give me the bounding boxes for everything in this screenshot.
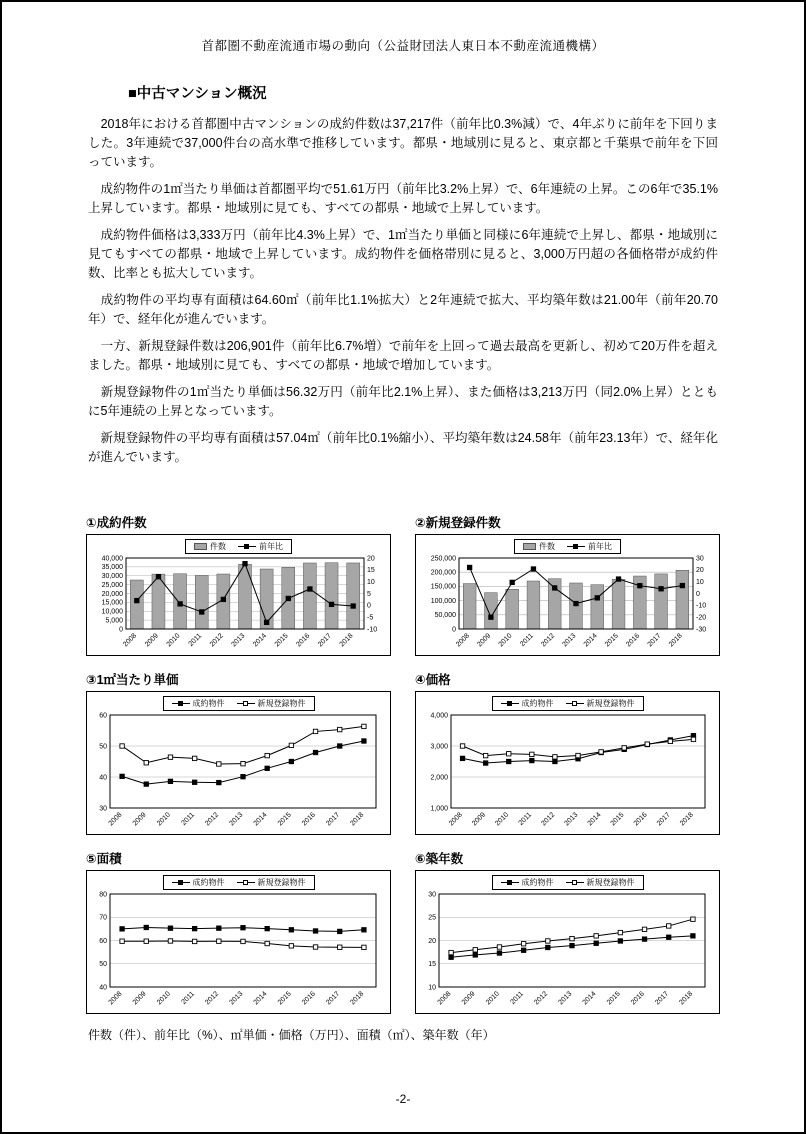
svg-text:2008: 2008 <box>107 990 124 1007</box>
svg-text:2011: 2011 <box>508 990 525 1007</box>
legend-item <box>566 877 635 888</box>
svg-text:2018: 2018 <box>677 990 694 1007</box>
legend-label: 新規登録物件 <box>257 878 306 887</box>
x-axis-labels <box>107 990 365 1006</box>
chart-canvas <box>86 534 391 656</box>
paragraph-contract-count: 2018年における首都圏中古マンションの成約件数は37,217件（前年比0.3%減）で、4年ぶりに前年を下回りました。3年連続で37,000件台の高水準で推移しています。都県・地域別に見ると、東京都と千葉県で前年を下回っています。 <box>88 117 718 169</box>
svg-text:2012: 2012 <box>208 632 225 649</box>
legend-label: 前年比 <box>259 542 283 551</box>
svg-text:20: 20 <box>366 555 375 563</box>
chart-legend <box>185 539 292 554</box>
line-series <box>119 925 365 933</box>
svg-text:80: 80 <box>98 891 107 899</box>
svg-text:2013: 2013 <box>227 811 244 828</box>
svg-text:4,000: 4,000 <box>429 712 448 720</box>
svg-text:0: 0 <box>451 626 456 634</box>
chart-title: ③1㎡当たり単価 <box>86 673 179 687</box>
svg-text:2009: 2009 <box>470 811 487 828</box>
charts-grid <box>86 513 720 1014</box>
legend-label: 成約物件 <box>521 699 554 708</box>
filled-square-line-marker-icon <box>172 879 190 887</box>
svg-text:2014: 2014 <box>251 632 268 649</box>
left-axis-labels <box>430 555 455 633</box>
svg-text:25,000: 25,000 <box>101 581 123 589</box>
document-header-title: 首都圏不動産流通市場の動向（公益財団法人東日本不動産流通機構） <box>201 39 605 53</box>
svg-text:2015: 2015 <box>609 811 626 828</box>
chart-canvas <box>86 870 391 1014</box>
svg-text:5: 5 <box>366 590 371 598</box>
svg-text:2016: 2016 <box>300 811 317 828</box>
svg-text:2012: 2012 <box>203 990 220 1007</box>
svg-text:2008: 2008 <box>436 990 453 1007</box>
chart-area <box>86 849 391 1014</box>
svg-text:30: 30 <box>98 805 107 813</box>
chart-plot <box>421 712 715 834</box>
paragraph-unit-price: 成約物件の1㎡当たり単価は首都圏平均で51.61万円（前年比3.2%上昇）で、6年連続の上昇。この6年で35.1%上昇しています。都県・地域別に見ても、すべての都県・地域で上昇しています。 <box>88 182 718 215</box>
legend-item <box>237 877 306 888</box>
chart-plot <box>421 555 715 655</box>
chart-canvas <box>415 691 720 835</box>
svg-text:-10: -10 <box>366 626 377 634</box>
open-square-line-marker-icon <box>237 879 255 887</box>
bar-series <box>130 563 359 629</box>
legend-label: 件数 <box>539 542 555 551</box>
page-number: -2- <box>395 1092 411 1106</box>
svg-text:25: 25 <box>427 914 436 922</box>
legend-item <box>238 541 283 552</box>
chart-price <box>415 670 720 835</box>
left-axis-labels <box>99 712 107 812</box>
svg-text:2014: 2014 <box>252 811 269 828</box>
chart-legend <box>163 875 315 890</box>
svg-text:30,000: 30,000 <box>101 573 123 581</box>
svg-text:2014: 2014 <box>581 990 598 1007</box>
svg-text:150,000: 150,000 <box>430 583 456 591</box>
svg-text:40: 40 <box>98 774 107 782</box>
svg-text:2017: 2017 <box>655 811 672 828</box>
svg-text:2012: 2012 <box>203 811 220 828</box>
svg-text:2013: 2013 <box>229 632 246 649</box>
svg-text:2011: 2011 <box>179 990 196 1007</box>
svg-text:2013: 2013 <box>562 811 579 828</box>
filled-square-line-marker-icon <box>172 700 190 708</box>
chart-contract-count <box>86 513 391 656</box>
svg-text:2010: 2010 <box>484 990 501 1007</box>
svg-text:50,000: 50,000 <box>434 612 456 620</box>
chart-legend <box>163 696 315 711</box>
svg-text:2014: 2014 <box>582 632 599 649</box>
svg-text:2016: 2016 <box>632 811 649 828</box>
svg-text:2010: 2010 <box>155 811 172 828</box>
chart-legend <box>492 696 644 711</box>
chart-canvas <box>415 870 720 1014</box>
bar-swatch-icon <box>523 543 536 550</box>
chart-legend <box>492 875 644 890</box>
left-axis-labels <box>99 891 107 991</box>
legend-label: 新規登録物件 <box>257 699 306 708</box>
svg-text:60: 60 <box>98 712 107 720</box>
svg-text:2010: 2010 <box>155 990 172 1007</box>
legend-label: 成約物件 <box>192 878 225 887</box>
svg-text:2008: 2008 <box>121 632 138 649</box>
svg-text:-20: -20 <box>695 614 706 622</box>
svg-text:2012: 2012 <box>539 811 556 828</box>
svg-text:2009: 2009 <box>131 990 148 1007</box>
svg-text:2008: 2008 <box>447 811 464 828</box>
legend-label: 新規登録物件 <box>586 878 635 887</box>
svg-text:2018: 2018 <box>348 990 365 1007</box>
svg-text:2011: 2011 <box>517 811 533 828</box>
svg-text:0: 0 <box>695 590 700 598</box>
legend-label: 新規登録物件 <box>586 699 635 708</box>
line-series <box>119 724 365 766</box>
bar-swatch-icon <box>194 543 207 550</box>
svg-text:2018: 2018 <box>678 811 695 828</box>
svg-text:2016: 2016 <box>300 990 317 1007</box>
svg-text:2010: 2010 <box>493 811 510 828</box>
chart-plot <box>92 891 386 1013</box>
svg-text:30: 30 <box>695 555 704 563</box>
paragraph-new-unit-price: 新規登録物件の1㎡当たり単価は56.32万円（前年比2.1%上昇）、また価格は3,213万円（同2.0%上昇）とともに5年連続の上昇となっています。 <box>88 385 718 418</box>
svg-text:20: 20 <box>427 937 436 945</box>
svg-text:3,000: 3,000 <box>429 743 448 751</box>
svg-text:10,000: 10,000 <box>101 608 123 616</box>
x-axis-labels <box>122 632 354 648</box>
svg-text:2009: 2009 <box>143 632 160 649</box>
legend-item <box>172 698 225 709</box>
legend-item <box>523 541 555 552</box>
chart-new-listings <box>415 513 720 656</box>
svg-text:-30: -30 <box>695 626 706 634</box>
svg-text:2014: 2014 <box>586 811 603 828</box>
chart-canvas <box>86 691 391 835</box>
chart-title: ④価格 <box>415 673 451 687</box>
svg-text:2009: 2009 <box>475 632 492 649</box>
svg-text:200,000: 200,000 <box>430 569 456 577</box>
svg-text:2015: 2015 <box>276 990 293 1007</box>
svg-text:2,000: 2,000 <box>429 774 448 782</box>
x-axis-labels <box>107 811 365 827</box>
legend-item <box>172 877 225 888</box>
svg-text:100,000: 100,000 <box>430 597 456 605</box>
filled-square-line-marker-icon <box>238 543 256 551</box>
svg-text:2015: 2015 <box>605 990 622 1007</box>
svg-text:1,000: 1,000 <box>429 805 448 813</box>
section-heading: ■中古マンション概況 <box>128 86 267 102</box>
svg-text:15: 15 <box>427 961 436 969</box>
svg-text:2017: 2017 <box>316 632 333 649</box>
paragraph-new-listings: 一方、新規登録件数は206,901件（前年比6.7%増）で前年を上回って過去最高を更新し、初めて20万件を超えました。都県・地域別に見ても、すべての都県・地域で増加しています。 <box>88 339 718 372</box>
legend-label: 前年比 <box>588 542 612 551</box>
svg-text:2010: 2010 <box>165 632 182 649</box>
right-axis-labels <box>367 555 377 633</box>
svg-text:5,000: 5,000 <box>104 617 123 625</box>
svg-text:2017: 2017 <box>324 990 341 1007</box>
legend-item <box>194 541 226 552</box>
filled-square-line-marker-icon <box>501 879 519 887</box>
svg-text:50: 50 <box>98 961 107 969</box>
units-note: 件数（件）、前年比（%）、㎡単価・価格（万円）、面積（㎡）、築年数（年） <box>88 1028 495 1042</box>
svg-text:10: 10 <box>427 984 436 992</box>
svg-text:40,000: 40,000 <box>101 555 123 563</box>
svg-text:60: 60 <box>98 937 107 945</box>
svg-text:2012: 2012 <box>539 632 556 649</box>
x-axis-labels <box>436 990 694 1006</box>
left-axis-labels <box>101 555 123 633</box>
svg-text:2018: 2018 <box>338 632 355 649</box>
chart-title: ②新規登録件数 <box>415 516 501 530</box>
svg-text:2016: 2016 <box>294 632 311 649</box>
chart-canvas <box>415 534 720 656</box>
chart-legend <box>514 539 621 554</box>
svg-text:2018: 2018 <box>667 632 684 649</box>
open-square-line-marker-icon <box>566 700 584 708</box>
chart-building-age <box>415 849 720 1014</box>
legend-item <box>566 698 635 709</box>
svg-text:20,000: 20,000 <box>101 590 123 598</box>
svg-text:2009: 2009 <box>460 990 477 1007</box>
svg-text:250,000: 250,000 <box>430 555 456 563</box>
chart-title: ⑥築年数 <box>415 852 464 866</box>
svg-text:2018: 2018 <box>348 811 365 828</box>
svg-text:2008: 2008 <box>454 632 471 649</box>
open-square-line-marker-icon <box>237 700 255 708</box>
svg-text:2017: 2017 <box>646 632 663 649</box>
svg-text:70: 70 <box>98 914 107 922</box>
svg-text:2009: 2009 <box>131 811 148 828</box>
line-series <box>448 917 694 955</box>
svg-text:35,000: 35,000 <box>101 564 123 572</box>
chart-plot <box>92 712 386 834</box>
svg-text:30: 30 <box>427 891 436 899</box>
chart-plot <box>92 555 386 655</box>
svg-text:20: 20 <box>695 567 704 575</box>
svg-text:2013: 2013 <box>227 990 244 1007</box>
svg-text:-5: -5 <box>366 614 373 622</box>
legend-item <box>237 698 306 709</box>
svg-text:2008: 2008 <box>107 811 124 828</box>
svg-text:15: 15 <box>366 567 375 575</box>
svg-text:50: 50 <box>98 743 107 751</box>
svg-text:2017: 2017 <box>653 990 670 1007</box>
svg-text:2011: 2011 <box>518 632 535 649</box>
chart-plot <box>421 891 715 1013</box>
svg-text:2015: 2015 <box>276 811 293 828</box>
svg-text:10: 10 <box>695 578 704 586</box>
legend-label: 成約物件 <box>192 699 225 708</box>
x-axis-labels <box>447 811 694 827</box>
body-text <box>88 115 718 467</box>
svg-text:2016: 2016 <box>629 990 646 1007</box>
svg-text:2012: 2012 <box>532 990 549 1007</box>
chart-unit-price <box>86 670 391 835</box>
left-axis-labels <box>428 891 436 991</box>
line-series <box>460 733 695 765</box>
open-square-line-marker-icon <box>566 879 584 887</box>
svg-text:15,000: 15,000 <box>101 599 123 607</box>
paragraph-price: 成約物件価格は3,333万円（前年比4.3%上昇）で、1㎡当たり単価と同様に6年連続で上昇し、都県・地域別に見てもすべての都県・地域で上昇しています。成約物件を価格帯別に見ると、3,000万円超の各価格帯が成約件数、比率とも拡大しています。 <box>88 228 718 280</box>
svg-text:2015: 2015 <box>603 632 620 649</box>
svg-text:10: 10 <box>366 578 375 586</box>
legend-label: 成約物件 <box>521 878 554 887</box>
line-series <box>460 737 695 759</box>
svg-text:2011: 2011 <box>187 632 203 649</box>
gridlines <box>451 715 705 808</box>
left-axis-labels <box>430 712 448 812</box>
legend-item <box>567 541 612 552</box>
right-axis-labels <box>696 555 706 633</box>
svg-text:2015: 2015 <box>273 632 290 649</box>
svg-text:2014: 2014 <box>252 990 269 1007</box>
chart-title: ①成約件数 <box>86 516 147 530</box>
paragraph-new-area-age: 新規登録物件の平均専有面積は57.04㎡（前年比0.1%縮小）、平均築年数は24.58年（前年23.13年）で、経年化が進んでいます。 <box>88 431 718 464</box>
legend-label: 件数 <box>210 542 226 551</box>
chart-title: ⑤面積 <box>86 852 122 866</box>
paragraph-area-age: 成約物件の平均専有面積は64.60㎡（前年比1.1%拡大）と2年連続で拡大、平均築年数は21.00年（前年20.70年）で、経年化が進んでいます。 <box>88 293 718 326</box>
filled-square-line-marker-icon <box>501 700 519 708</box>
svg-text:0: 0 <box>118 626 123 634</box>
svg-text:2011: 2011 <box>179 811 196 828</box>
svg-text:2016: 2016 <box>624 632 641 649</box>
svg-text:2017: 2017 <box>324 811 341 828</box>
svg-text:40: 40 <box>98 984 107 992</box>
svg-text:2010: 2010 <box>497 632 514 649</box>
x-axis-labels <box>455 632 684 648</box>
filled-square-line-marker-icon <box>567 543 585 551</box>
legend-item <box>501 698 554 709</box>
svg-text:2013: 2013 <box>560 632 577 649</box>
svg-text:-10: -10 <box>695 602 706 610</box>
svg-text:2013: 2013 <box>556 990 573 1007</box>
bar-series <box>463 570 688 629</box>
svg-text:0: 0 <box>366 602 371 610</box>
legend-item <box>501 877 554 888</box>
